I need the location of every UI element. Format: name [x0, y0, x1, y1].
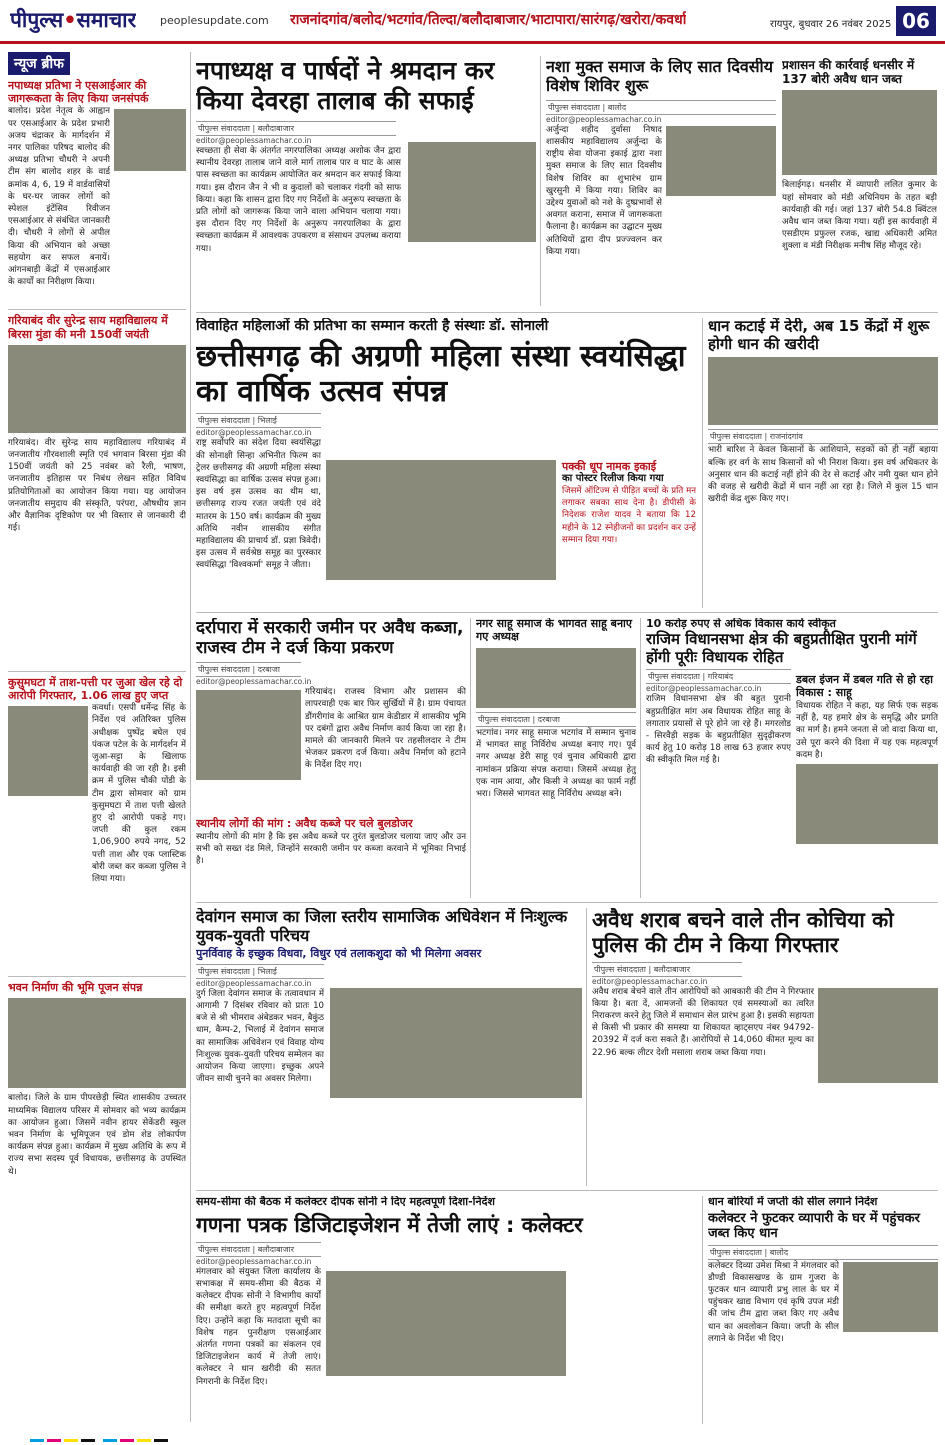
article-photo: [326, 460, 556, 580]
article-swayamsiddha: [196, 318, 696, 608]
article-photo: [818, 988, 938, 1083]
brief-4-headline: भवन निर्माण की भूमि पूजन संपन्न: [8, 981, 143, 995]
article-headline[interactable]: प्रशासन की कार्रवाई धनसीर में 137 बोरी अवैध धान जब्त: [782, 58, 915, 87]
sidebar-headline: डबल इंजन में डबल गति से हो रहा विकास : साहू: [796, 673, 933, 699]
article-byline: पीपुल्स संवाददाता | भिलाई: [196, 413, 321, 428]
article-body: राष्ट्र सर्वोपरि का संदेश दिया स्वयंसिद्धा की सोनाक्षी सिन्हा अभिनीत फिल्म का ट्रेलर छत्तीसगढ़ की अग्रणी महिला संस्था स्वयंसिद्धा का वार्षिक उत्सव संपन्न हुआ। इस वर्ष इस उत्सव का थीम था, छत्तीसगढ़ राज्य रजत जयंती एवं वंदे मातरम के 150 वर्ष। कार्यक्रम की मुख्य अतिथि नवीन शासकीय संगीत महाविद्यालय की प्राचार्य डॉ. प्रज्ञा त्रिवेदी। इस उत्सव में सर्वश्रेष्ठ समूह का पुरस्कार स्वयंसिद्धा 'विश्वकर्मा' समूह ने जीता।: [196, 438, 321, 571]
article-sahu-samaj: [476, 618, 636, 898]
article-headline[interactable]: छत्तीसगढ़ की अग्रणी महिला संस्था स्वयंसिद्धा का वार्षिक उत्सव संपन्न: [196, 338, 686, 409]
row-divider: [196, 1190, 938, 1191]
article-body: गरियाबंद। राजस्व विभाग और प्रशासन की लापरवाही एक बार फिर सुर्खियों में है। ग्राम पंचायत डौंगरीगांव के आश्रित ग्राम केडीडार में शासकीय भूमि पर दबंगों द्वारा अवैध निर्माण कार्य किया जा रहा है। मामले की जानकारी मिलने पर तहसीलदार ने टीम भेजकर प्रकरण दर्ज किया। अवैध निर्माण को हटाने के निर्देश दिए गए।: [305, 687, 466, 771]
article-body: अर्जुन्दा शहीद दुर्वासा निषाद शासकीय महाविद्यालय अर्जुन्दा के राष्ट्रीय सेवा योजना इकाई द्वारा नशा मुक्त समाज के लिए सात दिवसीय विशेष शिविर का शुभारंभ ग्राम खुरसुनी में किया गया। शिविर का उद्देश्य युवाओं को नशे के दुष्प्रभावों से अवगत कराना, समाज में जागरूकता फैलाना है। कार्यक्रम का उद्घाटन मुख्य अतिथियों द्वारा दीप प्रज्ज्वलन कर किया गया।: [546, 124, 662, 257]
article-headline[interactable]: राजिम विधानसभा क्षेत्र की बहुप्रतीक्षित पुरानी मांगें होंगी पूरीः विधायक रोहित: [646, 629, 917, 666]
article-email: editor@peoplessamachar.co.in: [196, 978, 312, 988]
article-byline: पीपुल्स संवाददाता | बालोद: [546, 100, 776, 115]
column-divider: [190, 52, 191, 1422]
article-body: मंगलवार को संयुक्त जिला कार्यालय के सभाकक्ष में समय-सीमा की बैठक में कलेक्टर दीपक सोनी ने विभागीय कार्यों की समीक्षा करते हुए महत्वपूर्ण निर्देश दिए। उन्होंने कहा कि मतदाता सूची का विशेष गहन पुनरीक्षण एसआईआर अंतर्गत गणना पत्रकों का संकलन एवं डिजिटाइजेशन कार्य में तेजी लाएं। कलेक्टर ने धान खरीदी की सतत निगरानी के निर्देश दिए।: [196, 1266, 321, 1387]
article-ganana-patrak: [196, 1196, 696, 1424]
article-byline: पीपुल्स संवाददाता | बलौदाबाजार: [196, 121, 396, 136]
brief-1-headline: नपाध्यक्ष प्रतिभा ने एसआईआर की जागरूकता के लिए किया जनसंपर्क: [8, 79, 149, 106]
article-body: अवैध शराब बेचने वाले तीन आरोपियों को आबकारी की टीम ने गिरफ्तार किया है। बता दें, आमजनों की शिकायत एवं समस्याओं का त्वरित निराकरण करने हेतु जिले में समाधान सेल प्रारंभ हुआ है। इसकी सहायता से किसी भी प्रकार की समस्या या शिकायत व्हाट्सएप नंबर 94792-20392 में दर्ज करा सकते हैं। आरोपियों से 14,060 कीमत मूल्य का 22.96 बल्क लीटर देशी मसाला शराब जब्त किया गया।: [592, 986, 814, 1058]
article-email: editor@peoplessamachar.co.in: [196, 1256, 312, 1266]
article-headline[interactable]: कलेक्टर ने फुटकर व्यापारी के घर में पहुंचकर जब्त किए धान: [708, 1210, 920, 1242]
brief-2-body: गरियाबंद। वीर सुरेन्द्र साय महाविद्यालय गरियाबंद में जनजातीय गौरवशाली स्मृति एवं भगवान बिरसा मुंडा की 150वीं जयंती को 25 नवंबर को रैली, भाषण, जनजातीय इतिहास पर निबंध लेखन सहित विविध प्रतियोगिताओं का आयोजन किया गया। यह आयोजन जनजातीय समुदाय की संस्कृति, परंपरा, औषधीय ज्ञान और वैज्ञानिक दृष्टिकोण पर भी विस्तार से जानकारी दी गई।: [8, 437, 186, 534]
site-url[interactable]: peoplesupdate.com: [160, 14, 269, 27]
article-email: editor@peoplessamachar.co.in: [196, 677, 312, 687]
row-divider: [196, 312, 938, 313]
sidebar-headline: पक्की धूप नामक इकाई: [562, 460, 657, 473]
article-photo: [782, 90, 937, 175]
article-body: कलेक्टर दिव्या उमेश मिश्रा ने मंगलवार को डौण्डी विकासखण्ड के ग्राम गुजरा के फुटकर धान व्यापारी प्रभु लाल के घर में पहुंचकर खाद्य विभाग एवं कृषि उपज मंडी की जांच टीम द्वारा जब्त किए गए अवैध धान का अवलोकन किया। जप्ती के सील लगाने के निर्देश भी दिए।: [708, 1260, 839, 1344]
article-byline: पीपुल्स संवाददाता | भिलाई: [196, 964, 324, 979]
brief-tag: न्यूज ब्रीफ: [8, 52, 70, 75]
article-headline[interactable]: नगर साहू समाज के भागवत साहू बनाए गए अध्यक्ष: [476, 618, 632, 643]
column-divider: [702, 318, 703, 608]
city-list: राजनांदगांव/बलोद/भटगांव/तिल्दा/बलौदाबाजार/भाटापारा/सारंगढ़/खरोरा/कवर्धा: [290, 12, 687, 28]
brief-2-headline: गरियाबंद वीर सुरेन्द्र साय महाविद्यालय में बिरसा मुंडा की मनी 150वीं जयंती: [8, 314, 168, 341]
article-email: editor@peoplessamachar.co.in: [196, 428, 312, 438]
article-body: बिलाईगढ़। धनसीर में व्यापारी ललित कुमार के यहां सोमवार को मंडी अधिनियम के तहत बड़ी कार्यवाही की गई। जहां 137 बोरी 54.8 क्विंटल अवैध धान जब्त किया गया। यहीं इस कार्यवाही में एसडीएम प्रफुल्ल रजक, खाद्य अधिकारी अमित शुक्ला व मंडी निरीक्षक मनीष सिंह मौजूद रहे।: [782, 180, 937, 252]
article-talab-safai: [196, 56, 536, 306]
article-dhan-kharidi: [708, 318, 938, 608]
article-photo: [708, 357, 938, 425]
column-divider: [640, 618, 641, 898]
brief-4-photo: [8, 998, 186, 1088]
article-rajim: [646, 618, 938, 898]
article-photo: [196, 690, 301, 780]
article-byline: पीपुल्स संवाददाता | बलौदाबाजार: [196, 1242, 321, 1257]
article-headline[interactable]: देवांगन समाज का जिला स्तरीय सामाजिक अधिवेशन में निःशुल्क युवक-युवती परिचय: [196, 908, 568, 945]
article-photo: [666, 126, 776, 196]
article-byline: पीपुल्स संवाददाता | बालोद: [708, 1245, 938, 1260]
brief-3-photo: [8, 706, 88, 796]
dateline: रायपुर, बुधवार 26 नवंबर 2025: [770, 19, 892, 30]
row-divider: [196, 612, 938, 613]
article-photo: [330, 988, 582, 1098]
sidebar-headline: स्थानीय लोगों की मांग : अवैध कब्जे पर चले बुलडोजर: [196, 817, 413, 831]
article-photo: [843, 1262, 938, 1332]
sidebar-subhead: का पोस्टर रिलीज किया गया: [562, 473, 664, 485]
article-byline: पीपुल्स संवाददाता | बलौदाबाजार: [592, 962, 742, 977]
brief-1-photo: [114, 109, 186, 171]
page-number: 06: [896, 6, 936, 36]
article-kicker: विवाहित महिलाओं की प्रतिभा का सम्मान करती है संस्थाः डॉ. सोनाली: [196, 318, 549, 334]
article-nasha-mukt: [546, 58, 776, 308]
row-divider: [196, 902, 938, 903]
color-registration-bar: [30, 1432, 930, 1442]
article-headline[interactable]: दर्रापारा में सरकारी जमीन पर अवैध कब्जा, राजस्व टीम ने दर्ज किया प्रकरण: [196, 618, 464, 659]
news-brief-column: [8, 52, 186, 1422]
sidebar-box: [796, 674, 938, 898]
column-divider: [540, 56, 541, 306]
sidebar-body: स्थानीय लोगों की मांग है कि इस अवैध कब्जे पर तुरंत बुलडोजर चलाया जाए और उन सभी को सख्त दंड मिले, जिन्होंने सरकारी जमीन पर कब्जा करवाने में भूमिका निभाई है।: [196, 832, 466, 867]
article-email: editor@peoplessamachar.co.in: [592, 976, 708, 986]
brief-1-body: बालोद। प्रदेश नेतृत्व के आह्वान पर एसआईआर के प्रदेश प्रभारी अजय चंद्राकर के मार्गदर्शन में नगर पालिका परिषद बालोद की अध्यक्ष प्रतिभा चौधरी ने अपनी टीम संग बालोद शहर के वार्ड क्रमांक 4, 6, 19 में वार्डवासियों के घर-घर जाकर लोगों को स्पेशल इंटेंसिव रिवीजन एसआईआर से संबंधित जानकारी दी। चौधरी ने लोगों से अपील किया की अभियान को अच्छा सहयोग कर सफल बनायें। आंगनबाड़ी केंद्रों में एसआईआर के कार्यों का निरीक्षण किया।: [8, 106, 110, 288]
article-photo: [476, 648, 636, 708]
article-collector-dhan: [708, 1196, 938, 1424]
article-headline[interactable]: नपाध्यक्ष व पार्षदों ने श्रमदान कर किया देवरहा तालाब की सफाई: [196, 56, 495, 115]
column-divider: [586, 908, 587, 1186]
brief-3-body: कवर्धा। एसपी धर्मेन्द्र सिंह के निर्देश एवं अतिरिक्त पुलिस अधीक्षक पुष्पेंद्र बघेल एवं पंकज पटेल के के मार्गदर्शन में जुआ-सट्टा के खिलाफ कार्यवाही की जा रही है। इसी क्रम में पुलिस चौकी पोंडी के टीम द्वारा सोमवार को ग्राम कुसुमघटा में ताश पत्ती खेलते हुए दो आरोपी पकड़े गए। जप्ती की कुल रकम 1,06,900 रुपये नगद, 52 पत्ती ताश और एक प्लास्टिक बोरी जब्त कर कब्जा पुलिस ने लिया गया।: [92, 703, 186, 884]
article-byline: पीपुल्स संवाददाता | गरियाबंद: [646, 669, 791, 684]
sidebar-body: जिसमें ऑटिज्म से पीड़ित बच्चों के प्रति मन लगाकर सबका साथ देना है। डीपीसी के निदेशक राजेश यादव ने बताया कि 12 महीने के 12 स्नेहीजनों का प्रदर्शन कर उन्हें सम्मान दिया गया।: [562, 485, 696, 545]
brief-3-headline: कुसुमघटा में ताश-पत्ती पर जुआ खेल रहे दो आरोपी गिरफ्तार, 1.06 लाख हुए जप्त: [8, 675, 183, 702]
article-headline[interactable]: गणना पत्रक डिजिटाइजेशन में तेजी लाएं : कलेक्टर: [196, 1212, 583, 1237]
article-email: editor@peoplessamachar.co.in: [646, 684, 762, 694]
article-avaidh-sharab: [592, 908, 938, 1186]
article-kicker: धान बोरियों में जप्ती की सील लगाने निर्देश: [708, 1196, 878, 1208]
sidebar-box: [562, 460, 696, 606]
article-kicker: 10 करोड़ रुपए से अधिक विकास कार्य स्वीकृत: [646, 618, 836, 630]
divider: [8, 671, 186, 672]
newspaper-logo[interactable]: पीपुल्स•समाचार: [10, 8, 137, 32]
article-photo: [408, 142, 536, 242]
article-byline: पीपुल्स संवाददाता | राजनांदगांव: [708, 429, 938, 444]
article-byline: पीपुल्स संवाददाता | दरबाजा: [476, 712, 636, 727]
column-divider: [702, 1196, 703, 1424]
article-body: स्वच्छता ही सेवा के अंतर्गत नगरपालिका अध्यक्ष अशोक जैन द्वारा स्थानीय देवरहा तालाब जाने वाले मार्ग तालाब पार व घाट के आस पास स्वच्छता का कार्यक्रम आयोजित कर श्रमदान कर सफाई किया गया। इस दौरान जैन ने भी व कुदालों को चलाकर गंदगी को साफ किया। कहा कि शासन द्वारा दिए गए निर्देशों के अनुरूप स्वच्छता के प्रति लोगों को जागरूक किया जाने वाला अभियान चलाया गया। इस दौरान दिए गए निर्देशों के अनुरूप नगरपालिका के द्वारा स्वच्छता कार्यक्रम में आवश्यक उपकरण व संसाधन उपलब्ध कराया गया।: [196, 146, 401, 254]
article-kicker: समय-सीमा की बैठक में कलेक्टर दीपक सोनी ने दिए महत्वपूर्ण दिशा-निर्देश: [196, 1196, 495, 1208]
divider: [8, 309, 186, 310]
article-body: भटगांव। नगर साहू समाज भटगांव में सम्मान चुनाव में भागवत साहू निर्विरोध अध्यक्ष बनाए गए। पूर्व नगर अध्यक्ष डेरी साहू एवं चुनाव अधिकारी द्वारा नामांकन प्रक्रिया संपन्न कराया। जिसमें अध्यक्ष हेतु एक नाम आया, और किसी ने अध्यक्ष का फार्म नहीं भरा। जिससे भागवत साहू निर्विरोध अध्यक्ष बने।: [476, 727, 636, 799]
divider: [8, 976, 186, 977]
article-body: भारी बारिश ने केवल किसानों के आशियाने, सड़कों को ही नहीं बहाया बल्कि हर वर्ग के साथ किसानों को भी निराश किया। इस वर्ष अधिकतर के अनुसार धान की कटाई नहीं होने की देर से कटाई और नमी युक्त धान होने की वजह से खरीदी केंद्रों में धान नहीं आ रहा है। जिले में कुल 15 धान खरीदी केंद्र शुरू किए गए।: [708, 445, 938, 505]
article-byline: पीपुल्स संवाददाता | दरबाजा: [196, 662, 301, 677]
article-subhead: पुनर्विवाह के इच्छुक विधवा, विधुर एवं तलाकशुदा को भी मिलेगा अवसर: [196, 946, 482, 960]
sidebar-body: विधायक रोहित ने कहा, यह सिर्फ एक सड़क नहीं है, यह हमारे क्षेत्र के समृद्धि और प्रगति का मार्ग है। हमने जनता से जो वादा किया था, उसे पूरा करने की दिशा में यह एक महत्वपूर्ण कदम है।: [796, 700, 938, 760]
article-email: editor@peoplessamachar.co.in: [196, 136, 312, 145]
brief-4-body: बालोद। जिले के ग्राम पीपरछेड़ी स्थित शासकीय उच्चतर माध्यमिक विद्यालय परिसर में सोमवार को भव्य कार्यक्रम का आयोजन हुआ। जिसमें नवीन हायर सेकेंडरी स्कूल भवन निर्माण के भूमिपूजन एवं डोम शेड लोकार्पण कार्यक्रम संपन्न हुआ। कार्यक्रम में मुख्य अतिथि के रूप में राज्य सभा सदस्य पूर्व विधायक, छत्तीसगढ़ के उपस्थित थे।: [8, 1093, 186, 1177]
article-photo: [796, 764, 938, 844]
article-headline[interactable]: अवैध शराब बचने वाले तीन कोचिया को पुलिस की टीम ने किया गिरफ्तार: [592, 908, 894, 957]
article-headline[interactable]: नशा मुक्त समाज के लिए सात दिवसीय विशेष शिविर शुरू: [546, 58, 773, 95]
column-divider: [470, 618, 471, 898]
brief-2-photo: [8, 345, 186, 433]
article-devangan-samaj: [196, 908, 582, 1186]
article-dhan-jabt: [782, 58, 937, 308]
article-headline[interactable]: धान कटाई में देरी, अब 15 केंद्रों में शुरू होगी धान की खरीदी: [708, 318, 930, 353]
article-darrapara: [196, 618, 466, 898]
article-body: राजिम विधानसभा क्षेत्र की बहुत पुरानी बहुप्रतीक्षित मांग अब विधायक रोहित साहू के लगातार प्रयासों से पूरे होने जा रहे हैं। मगरलोड - सिरवैड़ी सड़क के बहुप्रतीक्षित सुदृढ़ीकरण कार्य हेतु 10 करोड़ 18 लाख 63 हजार रुपए की स्वीकृति मिल गई है।: [646, 694, 791, 766]
article-photo: [326, 1271, 566, 1376]
article-email: editor@peoplessamachar.co.in: [546, 114, 662, 124]
article-body: दुर्ग जिला देवांगन समाज के तत्वावधान में आगामी 7 दिसंबर रविवार को प्रातः 10 बजे से श्री भीमराव अंबेडकर भवन, बैकुंठ धाम, कैम्प-2, भिलाई में देवांगन समाज का सामाजिक अधिवेशन एवं विवाह योग्य निःशुल्क युवक-युवती परिचय सम्मेलन का आयोजन किया जाएगा। इच्छुक अपने जीवन साथी चुनने का अवसर मिलेगा।: [196, 988, 324, 1085]
